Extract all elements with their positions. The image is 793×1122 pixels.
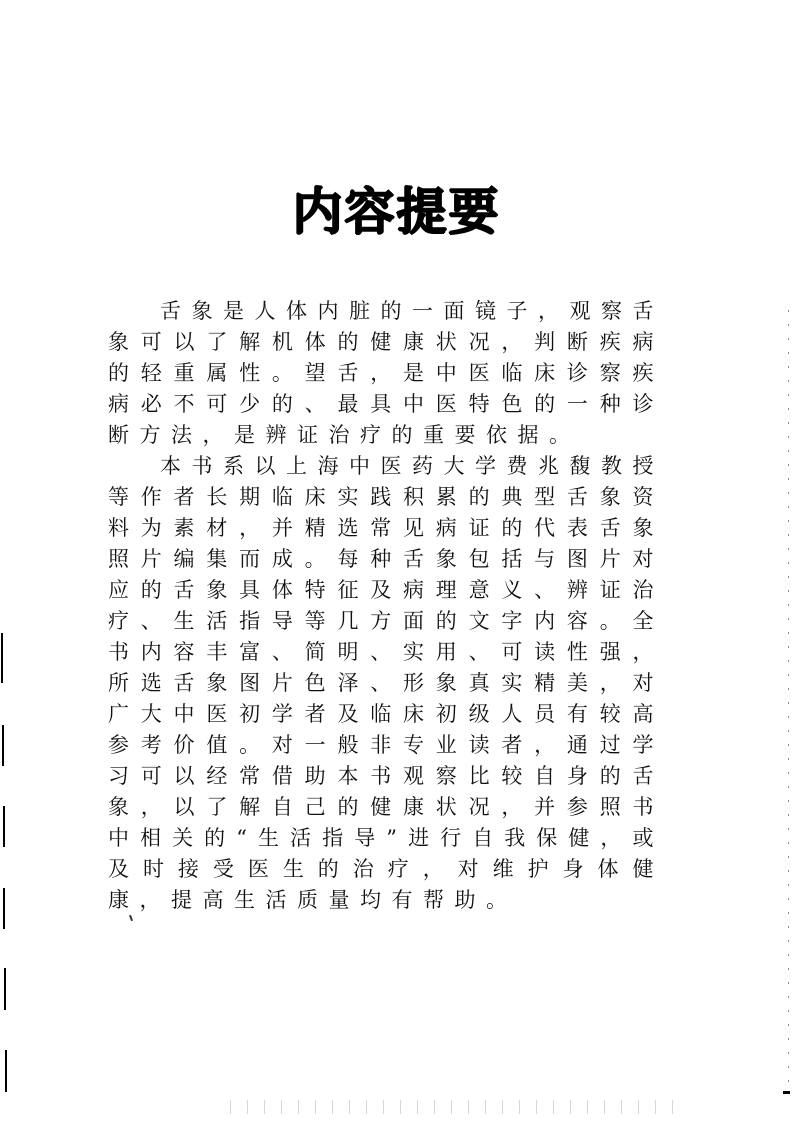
page-title: 内容提要 bbox=[292, 183, 501, 241]
paragraph-2: 本书系以上海中医药大学费兆馥教授等作者长期临床实践积累的典型舌象资料为素材，并精选常见病证的代表舌象照片编集而成。每种舌象包括与图片对应的舌象具体特征及病理意义、辨证治疗、生活指导等几方面的文字内容。全书内容丰富、简明、实用、可读性强，所选舌象图片色泽、形象真实精美，对广大中医初学者及临床初级人员有较高参考价值。对一般非专业读者，通过学习可以经常借助本书观察比较自身的舌象，以了解自己的健康状况，并参照书中相关的“生活指导”进行自我保健，或及时接受医生的治疗，对维护身体健康，提高生活质量均有帮助。 bbox=[108, 454, 664, 912]
scan-bottom-noise bbox=[230, 1100, 680, 1114]
scan-edge-mark bbox=[2, 725, 4, 766]
scan-right-edge-dots bbox=[788, 310, 789, 1090]
scan-edge-mark bbox=[4, 968, 6, 1010]
scan-edge-mark bbox=[3, 806, 5, 847]
scan-edge-mark bbox=[1, 633, 3, 683]
scan-edge-mark bbox=[3, 888, 5, 929]
scan-edge-mark bbox=[5, 1050, 7, 1092]
paragraph-1: 舌象是人体内脏的一面镜子，观察舌象可以了解机体的健康状况，判断疾病的轻重属性。望舌，是中医临床诊察疾病必不可少的、最具中医特色的一种诊断方法，是辨证治疗的重要依据。 bbox=[108, 299, 664, 447]
scan-corner-mark bbox=[783, 1091, 790, 1094]
summary-body bbox=[108, 296, 664, 916]
